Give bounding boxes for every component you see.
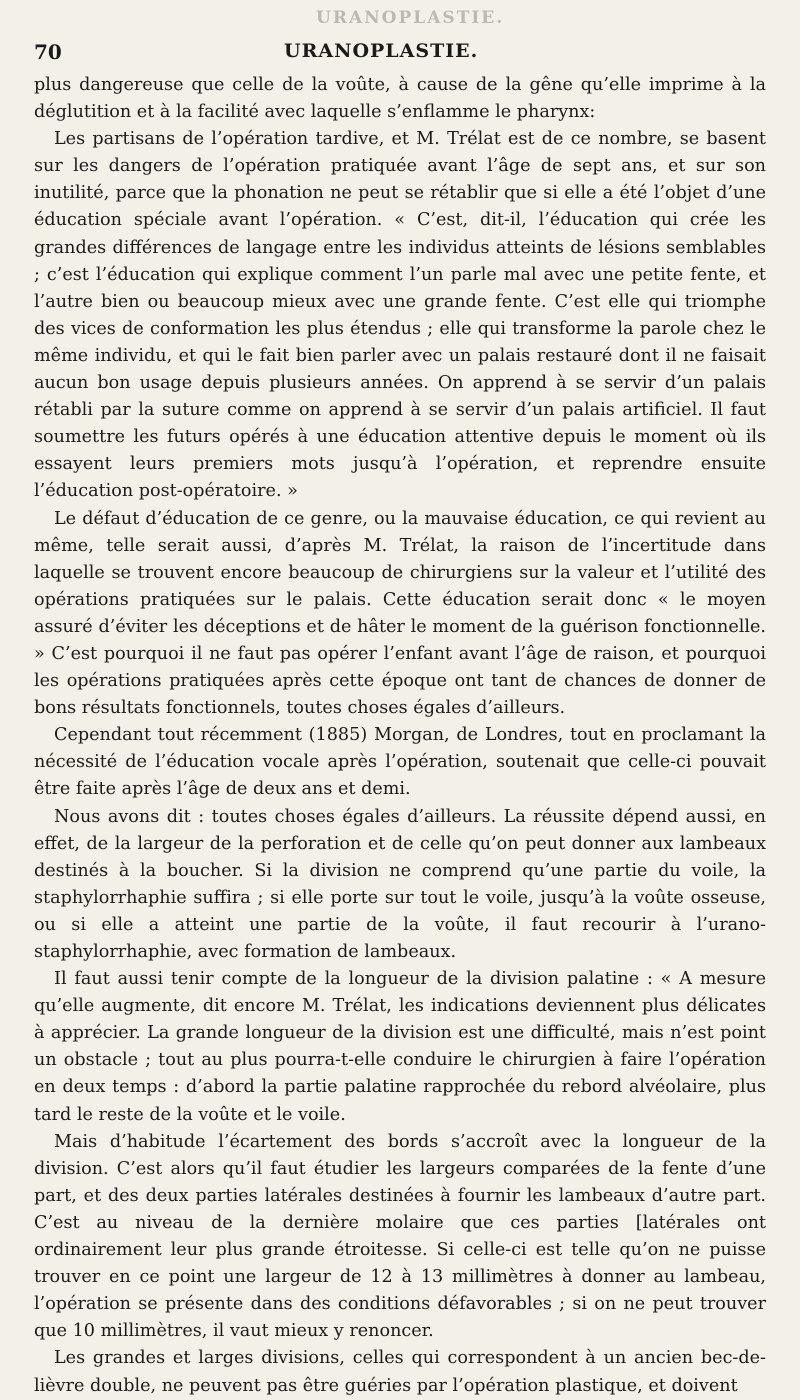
bleed-through-header: URANOPLASTIE. bbox=[316, 8, 505, 28]
running-head bbox=[34, 40, 766, 64]
paragraph: Les partisans de l’opération tardive, et M. Trélat est de ce nombre, se basent sur les dangers de l’opération pratiquée avant l’âge de sept ans, et sur son inutilité, parce que la phonation ne peut se rétablir que si elle a été l’objet d’une éducation spéciale avant l’opération. « C’est, dit-il, l’éducation qui crée les grandes différences de langage entre les individus atteints de lésions semblables ; c’est l’éducation qui explique comment l’un parle mal avec une petite fente, et l’autre bien ou beaucoup mieux avec une grande fente. C’est elle qui triomphe des vices de conformation les plus étendus ; elle qui transforme la parole chez le même individu, et qui le fait bien parler avec un palais restauré dont il ne faisait aucun bon usage depuis plusieurs années. On apprend à se servir d’un palais rétabli par la suture comme on apprend à se servir d’un palais artificiel. Il faut soumettre les futurs opérés à une éducation attentive depuis le moment où ils essayent leurs premiers mots jusqu’à l’opération, et reprendre ensuite l’éducation post-opératoire. » bbox=[34, 129, 766, 502]
paragraph: Il faut aussi tenir compte de la longueur de la division palatine : « A mesure qu’elle augmente, dit encore M. Trélat, les indications deviennent plus délicates à apprécier. La grande longueur de la division est une difficulté, mais n’est point un obstacle ; tout au plus pourra-t-elle conduire le chirurgien à faire l’opération en deux temps : d’abord la partie palatine rapprochée du rebord alvéolaire, plus tard le reste de la voûte et le voile. bbox=[34, 969, 766, 1125]
paragraph: Les grandes et larges divisions, celles qui correspondent à un ancien bec-de-lièvre double, ne peuvent pas être guéries par l’opération plastique, et doivent bbox=[34, 1348, 766, 1396]
paragraph: Cependant tout récemment (1885) Morgan, de Londres, tout en proclamant la nécessité de l’éducation vocale après l’opération, soutenait que celle-ci pouvait être faite après l’âge de deux ans et demi. bbox=[34, 725, 766, 800]
paragraph: Mais d’habitude l’écartement des bords s’accroît avec la longueur de la division. C’est alors qu’il faut étudier les largeurs comparées de la fente d’une part, et des deux parties latérales destinées à fournir les lambeaux d’autre part. C’est au niveau de la dernière molaire que ces parties [latérales ont ordinairement leur plus grande étroitesse. Si celle-ci est telle qu’on ne puisse trouver en ce point une largeur de 12 à 13 millimètres à donner au lambeau, l’opération se présente dans des conditions défavorables ; si on ne peut trouver que 10 millimètres, il vaut mieux y renoncer. bbox=[34, 1131, 766, 1342]
paragraph: Le défaut d’éducation de ce genre, ou la mauvaise éducation, ce qui revient au même, telle serait aussi, d’après M. Trélat, la raison de l’incertitude dans laquelle se trouvent encore beaucoup de chirurgiens sur la valeur et l’utilité des opérations pratiquées sur le palais. Cette éducation serait donc « le moyen assuré d’éviter les déceptions et de hâter le moment de la guérison fonctionnelle. » C’est pourquoi il ne faut pas opérer l’enfant avant l’âge de raison, et pourquoi les opérations pratiquées après cette époque ont tant de chances de donner de bons résultats fonctionnels, toutes choses égales d’ailleurs. bbox=[34, 508, 766, 719]
paragraph: Nous avons dit : toutes choses égales d’ailleurs. La réussite dépend aussi, en effet, de la largeur de la perforation et de celle qu’on peut donner aux lambeaux destinés à la boucher. Si la division ne comprend qu’une partie du voile, la staphylorrhaphie suffira ; si elle porte sur tout le voile, jusqu’à la voûte osseuse, ou si elle a atteint une partie de la voûte, il faut recourir à l’urano-staphylorrhaphie, avec formation de lambeaux. bbox=[34, 806, 766, 962]
paragraph: plus dangereuse que celle de la voûte, à cause de la gêne qu’elle imprime à la déglutition et à la facilité avec laquelle s’enflamme le pharynx: bbox=[34, 75, 766, 123]
header-title: URANOPLASTIE. bbox=[284, 40, 479, 62]
body-text bbox=[34, 72, 766, 1400]
page-number: 70 bbox=[34, 40, 62, 64]
